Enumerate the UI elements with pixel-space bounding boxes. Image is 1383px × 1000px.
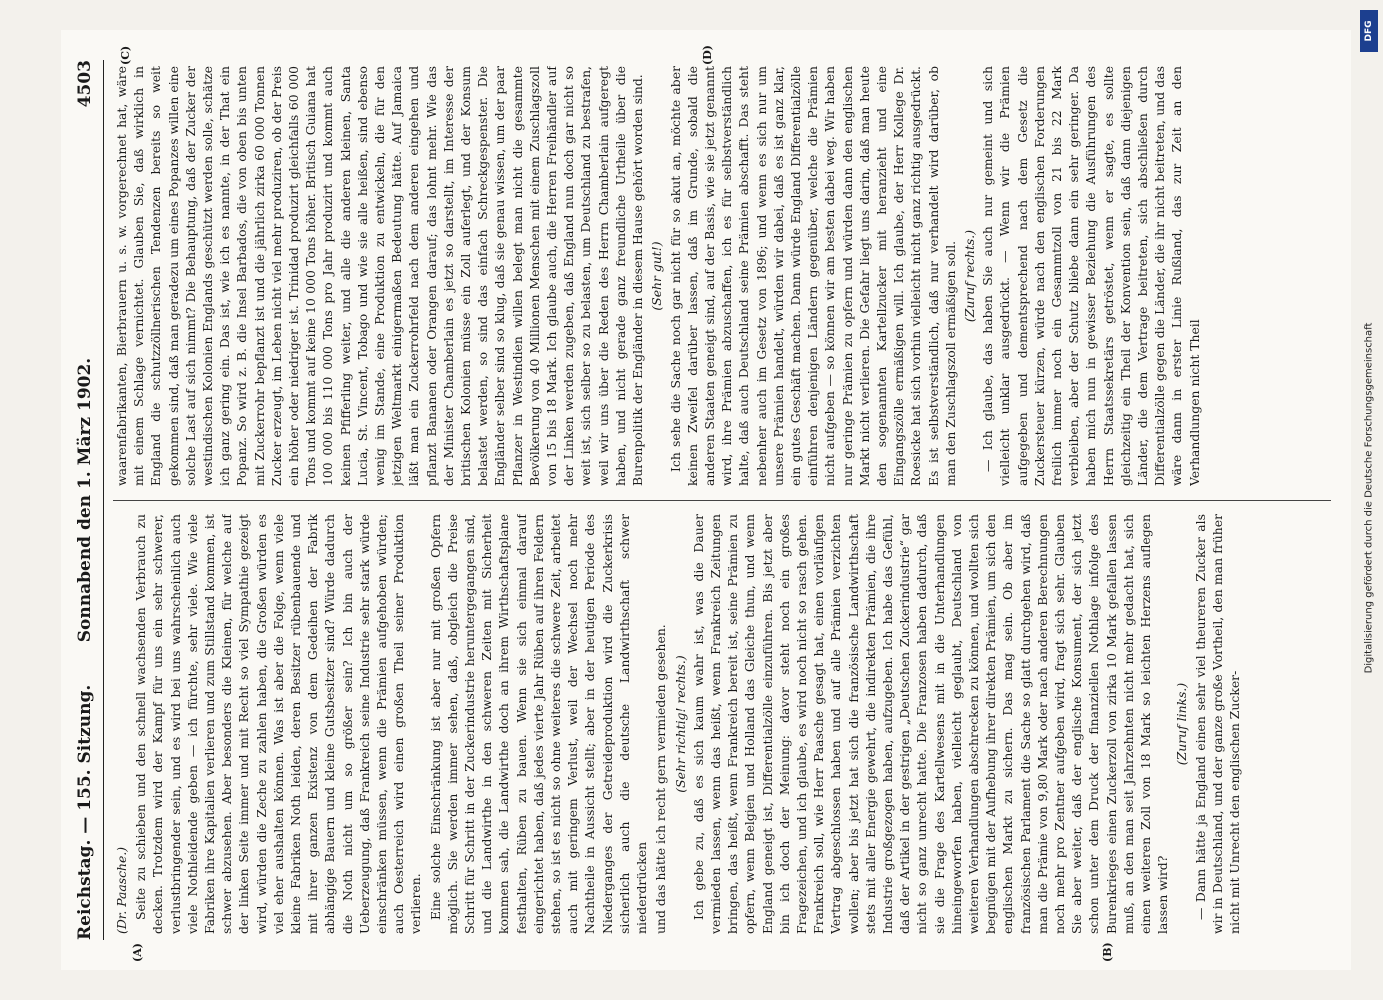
paragraph: Seite zu schieben und den schnell wachsenden Verbrauch zu decken. Trotzdem wird der Kampf für uns ein sehr schwerer, verlustbringender sein, und es wird bei uns wahrscheinlich auch viele Nothleidende geben — ich fürchte, sehr viele. Wie viele Fabriken ihre Kapitalien verlieren und zum Stillstand kommen, ist schwer abzusehen. Aber besonders die Kleinen, für welche auf der linken Seite immer und mit Recht so viel Sympathie gezeigt wird, würden die Zeche zu zahlen haben, die Großen würden es viel eher aushalten können. Was ist aber die Folge, wenn viele kleine Fabriken Noth leiden, deren Besitzer rübenbauende und mit ihrer ganzen Existenz von dem Gedeihen der Fabrik abhängige Bauern und kleine Gutsbesitzer sind? Würde dadurch die Noth nicht um so größer sein? Ich bin auch der Ueberzeugung, daß Frankreich seine Industrie sehr stark würde einschränken müssen, wenn die Prämien aufgehoben würden; auch Oesterreich wird einen großen Theil seiner Produktion verlieren. xyxy=(133,514,424,934)
header-rule xyxy=(103,60,104,940)
interjection: (Sehr richtig! rechts.) xyxy=(672,655,688,793)
margin-letter-b: (B) xyxy=(1101,942,1114,962)
digitization-credit xyxy=(1358,8,1380,992)
margin-letter-d: (D) xyxy=(701,45,714,65)
paragraph: Eine solche Einschränkung ist aber nur mit großen Opfern möglich. Sie werden immer sehen, daß, obgleich die Preise Schritt für Schritt in der Zuckerindustrie heruntergegangen sind, und die Landwirthe in den schweren Zeiten mit Sicherheit kommen sah, die Landwirthe doch an ihrem Wirthschaftsplane festhalten, Rüben zu bauen. Wenn sie sich einmal darauf eingerichtet haben, daß jedes vierte Jahr Rüben auf ihren Feldern stehen, so ist es nicht so ohne weiteres die schwere Zeit, arbeitet auch mit geringem Verlust, weil der Wechsel noch mehr Nachtheile in Aussicht stellt; aber in der heutigen Periode des Niederganges der Getreideproduktion wird die Zuckerkrisis sicherlich auch die deutsche Landwirthschaft schwer niederdrücken xyxy=(427,514,650,934)
page-number: 4503 xyxy=(75,60,95,108)
speaker-label: (Dr. Paasche.) xyxy=(114,846,129,934)
dfg-logo-text: DFG xyxy=(1364,20,1374,42)
interjection: (Sehr gut!) xyxy=(649,241,665,311)
document-page xyxy=(61,30,1351,970)
dfg-logo xyxy=(1360,10,1378,52)
paragraph: — Ich glaube, das haben Sie auch nur gemeint und sich vielleicht unklar ausgedrückt. — Wenn wir die Prämien aufgegeben und dementsprechend nach dem Gesetz die Zuckersteuer kürzen, würde nach den englischen Forderungen freilich immer noch ein Gesammtzoll von 21 bis 22 Mark verbleiben, aber der Schutz bliebe dann ein sehr geringer. Da haben mich nun in gewisser Beziehung die Ausführungen des Herrn Staatssekretärs getröstet, wenn er sagte, es sollte gleichzeitig ein Theil der Konvention sein, daß dann diejenigen Länder, die dem Vertrage beitreten, sich abschließen durch Differentialzölle gegen die Länder, die ihr nicht beitreten, und das wäre dann in erster Linie Rußland, das zur Zeit an den Verhandlungen nicht Theil xyxy=(980,66,1202,486)
paragraph: und das hätte ich recht gern vermieden gesehen. xyxy=(653,624,669,934)
left-column xyxy=(113,514,1331,934)
paragraph: — Dann hätte ja England einen sehr viel theureren Zucker als wir in Deutschland, und der ganze große Vortheil, den man früher nicht mit Unrecht den englischen Zucker- xyxy=(1192,514,1242,934)
header-date: Sonnabend den 1. März 1902. xyxy=(75,357,95,643)
paragraph: Ich sehe die Sache noch gar nicht für so akut an, möchte aber keinen Zweifel darüber lassen, daß im Grunde, sobald die anderen Staaten geneigt sind, auf der Basis, wie sie jetzt genannt wird, ihre Prämien abzuschaffen, ich es für selbstverständlich halte, daß auch Deutschland seine Prämien abschafft. Das steht nebenher auch im Gesetz von 1896; und wenn es sich nur um unsere Prämien handelt, würden wir dabei, daß es ist ganz klar, ein gutes Geschäft machen. Dann würde England Differentialzölle einführen denjenigen Ländern gegenüber, welche die Prämien nicht aufgeben — so können wir am besten dabei weg. Wir haben nur geringe Prämien zu opfern und würden dann den englischen Markt nicht verlieren. Die Gefahr liegt uns darin, daß man heute den sogenannten Kartellzucker mit heranzieht und eine Eingangszölle ermäßigen will. Ich glaube, der Herr Kollege Dr. Roesicke hat sich vorhin vielleicht nicht ganz richtig ausgedrückt. Es ist selbstverständlich, daß nur verhandelt wird darüber, ob man den Zuschlagszoll ermäßigen soll. xyxy=(667,66,958,486)
interjection: (Zuruf links.) xyxy=(1174,682,1190,766)
paragraph: waarenfabrikanten, Bierbrauern u. s. w. vorgerechnet hat, wäre mit einem Schlage vernichtet. Glauben Sie, daß wirklich in England die schutzzöllnerischen Tendenzen bereits so weit gekommen sind, daß man geradezu um eines Popanzes willen eine solche Last auf sich nimmt? Die Behauptung, daß der Zucker der westindischen Kolonien Englands geschützt werden solle, schätze ich ganz gering ein. Das ist, wie ich es nannte, in der That ein Popanz. So wird z. B. die Insel Barbados, die von oben bis unten mit Zuckerrohr bepflanzt ist und die jährlich zirka 60 000 Tonnen Zucker erzeugt, im Leben nicht viel mehr produziren, ob der Preis ein höher oder niedriger ist. Trinidad produzirt gleichfalls 60 000 Tons und kommt auf keine 10 000 Tons höher. Britisch Guiana hat 100 000 bis 110 000 Tons pro Jahr produzirt und kommt auch keinen Pfifferling weiter, und alle die anderen kleinen, Santa Lucia, St. Vincent, Tobago und wie sie alle heißen, sind ebenso wenig im Stande, eine Produktion zu entwickeln, die für den jetzigen Weltmarkt einigermaßen Bedeutung hätte. Auf Jamaica läßt man ein Zuckerrohrfeld nach dem anderen eingehen und pflanzt Bananen oder Orangen darauf; das lohnt mehr. Wie das der Minister Chamberlain es jetzt so darstellt, im Interesse der britischen Kolonien müsse ein Zoll auferlegt, und der Konsum belastet werden, so sind das einfach Schreckgespenster. Die Engländer selber sind so klug, daß sie genau wissen, um der paar Pflanzer in Westindien willen belegt man nicht die gesammte Bevölkerung von 40 Millionen Menschen mit einem Zuschlagszoll von 15 bis 18 Mark. Ich glaube auch, die Herren Freihändler auf der Linken werden zugeben, daß England nun doch gar nicht so weit ist, sich selber so zu belasten, um Deutschland zu bestrafen, weil wir uns über die Reden des Herrn Chamberlain aufgeregt haben, und nicht gerade ganz freundliche Urtheile über die Burenpolitik der Engländer in diesem Hause gehört worden sind. xyxy=(114,66,646,486)
credit-text: Digitalisierung gefördert durch die Deutsche Forschungsgemeinschaft xyxy=(1363,322,1375,674)
right-column xyxy=(113,66,1331,486)
margin-letter-a: (A) xyxy=(131,943,144,962)
header-left: Reichstag. — 155. Sitzung. xyxy=(75,684,95,940)
running-header xyxy=(75,60,101,940)
paragraph: Ich gebe zu, daß es sich kaum wahr ist, was die Dauer vermieden lassen, wenn das heißt, wenn Frankreich Zeitungen bringen, das heißt, wenn Frankreich bereit ist, seine Prämien zu opfern, wenn Belgien und Holland das Gleiche thun, und wenn England geneigt ist, Differentialzölle einzuführen. Bis jetzt aber bin ich doch der Meinung: davor steht noch ein großes Fragezeichen, und ich glaube, es wird noch nicht so rasch gehen. Frankreich soll, wie Herr Paasche gesagt hat, einen vorläufigen Vertrag abgeschlossen haben und auf alle Prämien verzichten wollen; aber bis jetzt hat sich die französische Landwirthschaft stets mit aller Energie gewehrt, die indirekten Prämien, die ihre Industrie großgezogen haben, aufzugeben. Ich habe das Gefühl, daß der Artikel in der gestrigen „Deutschen Zuckerindustrie“ gar nicht so ganz unrecht hatte. Die Franzosen haben dadurch, daß sie die Frage des Kartellwesens mit in die Unterhandlungen hineingeworfen haben, vielleicht geglaubt, Deutschland von weiteren Verhandlungen abschrecken zu können, und wollten sich begnügen mit der Aufhebung ihrer direkten Prämien, um sich den englischen Markt zu sichern. Das mag sein. Ob aber im französischen Parlament die Sache so glatt durchgehen wird, daß man die Prämie von 9,80 Mark oder nach anderen Berechnungen noch mehr pro Zentner aufgeben wird, fragt sich sehr. Glauben Sie aber weiter, daß der englische Konsument, der sich jetzt schon unter dem Druck der finanziellen Nothlage infolge des Burenkrieges einen Zuckerzoll von zirka 10 Mark gefallen lassen muß, an den man seit Jahrzehnten nicht mehr gedacht hat, sich einen weiteren Zoll von 18 Mark so leichten Herzens auflegen lassen wird? xyxy=(690,514,1171,934)
column-divider xyxy=(113,500,1331,501)
margin-letter-c: (C) xyxy=(119,45,132,65)
interjection: (Zuruf rechts.) xyxy=(961,229,977,323)
